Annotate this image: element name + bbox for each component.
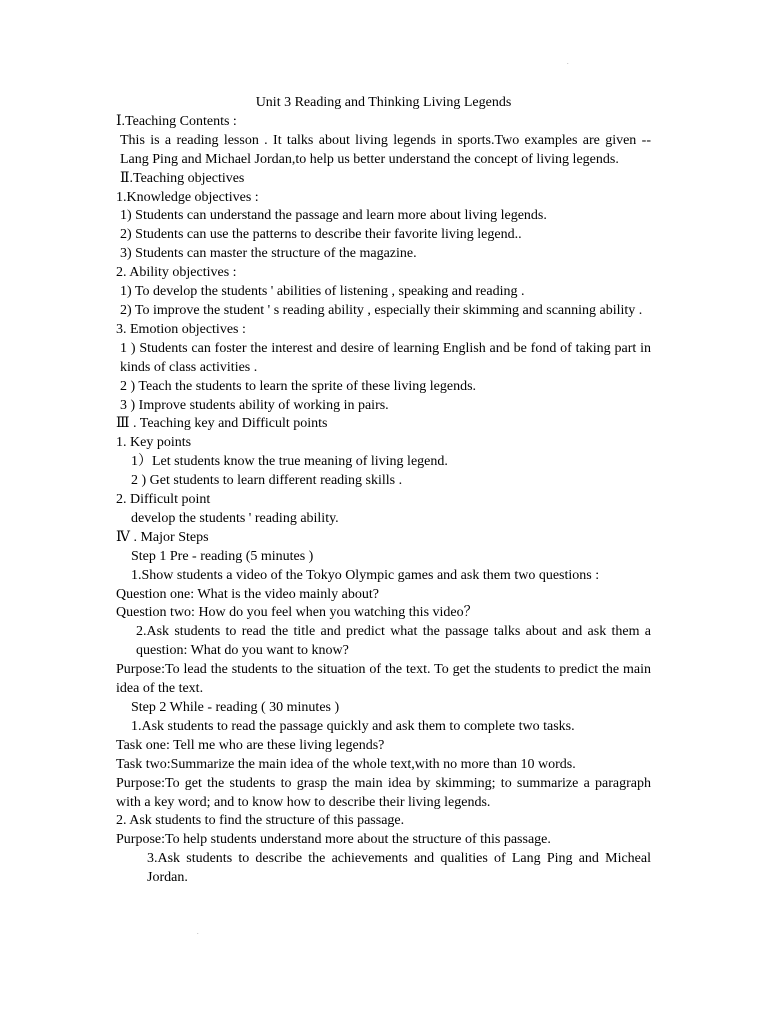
key-point-item: 2 ) Get students to learn different reading skills .: [131, 473, 403, 489]
step2-item-describe: 3.Ask students to describe the achievements and qualities of Lang Ping and Micheal Jordan.: [147, 851, 651, 886]
ability-objective-item: 1) To develop the students ' abilities of listening , speaking and reading .: [120, 284, 525, 300]
step2-heading: Step 2 While - reading ( 30 minutes ): [131, 700, 340, 715]
difficult-point-heading: 2. Difficult point: [116, 492, 211, 508]
ability-objective-item: 2) To improve the student ' s reading ability , especially their skimming and scanning ability .: [120, 302, 643, 318]
emotion-objective-item: 2 ) Teach the students to learn the sprite of these living legends.: [120, 378, 477, 394]
section-heading-key-difficult-points: Ⅲ . Teaching key and Difficult points: [116, 416, 328, 432]
step2-item-structure: 2. Ask students to find the structure of this passage.: [116, 813, 405, 829]
step2-task-one: Task one: Tell me who are these living legends?: [116, 737, 385, 753]
bottom-mark: .: [197, 930, 199, 936]
section-heading-teaching-contents: Ⅰ.Teaching Contents :: [116, 113, 237, 129]
document-page: [116, 94, 651, 888]
step2-purpose-structure: Purpose:To help students understand more about the structure of this passage.: [116, 832, 551, 848]
step2-task-two: Task two:Summarize the main idea of the whole text,with no more than 10 words.: [116, 756, 576, 772]
step1-item-predict: 2.Ask students to read the title and predict what the passage talks about and ask them a question: What do you want to know?: [136, 624, 651, 659]
section-heading-major-steps: Ⅳ . Major Steps: [116, 529, 209, 545]
teaching-contents-text: This is a reading lesson . It talks about living legends in sports.Two examples are given -- Lang Ping and Michael Jordan,to help us better understand the concept of living legends.: [120, 132, 651, 167]
difficult-point-text: develop the students ' reading ability.: [131, 510, 339, 526]
step1-question-one: Question one: What is the video mainly about?: [116, 586, 379, 602]
top-mark: .: [567, 60, 569, 66]
step1-item-video: 1.Show students a video of the Tokyo Olympic games and ask them two questions :: [131, 567, 600, 583]
knowledge-objective-item: 2) Students can use the patterns to describe their favorite living legend..: [120, 227, 522, 243]
emotion-objective-item: 1 ) Students can foster the interest and desire of learning English and be fond of taking part in kinds of class activities .: [120, 340, 651, 375]
step1-question-two: Question two: How do you feel when you watching this video？: [116, 605, 478, 621]
key-point-item: 1）Let students know the true meaning of living legend.: [131, 454, 448, 470]
step2-item-read-quickly: 1.Ask students to read the passage quickly and ask them to complete two tasks.: [131, 718, 575, 734]
ability-objectives-heading: 2. Ability objectives :: [116, 265, 237, 281]
step1-purpose: Purpose:To lead the students to the situation of the text. To get the students to predict the main idea of the text.: [116, 662, 651, 697]
key-points-heading: 1. Key points: [116, 435, 192, 451]
knowledge-objective-item: 3) Students can master the structure of the magazine.: [120, 246, 417, 262]
emotion-objective-item: 3 ) Improve students ability of working in pairs.: [120, 397, 389, 413]
emotion-objectives-heading: 3. Emotion objectives :: [116, 321, 246, 337]
step2-purpose-skimming: Purpose:To get the students to grasp the main idea by skimming; to summarize a paragraph with a key word; and to know how to describe their living legends.: [116, 775, 651, 810]
knowledge-objective-item: 1) Students can understand the passage and learn more about living legends.: [120, 208, 547, 224]
knowledge-objectives-heading: 1.Knowledge objectives :: [116, 189, 259, 205]
document-title: Unit 3 Reading and Thinking Living Legends: [255, 95, 512, 110]
section-heading-teaching-objectives: Ⅱ.Teaching objectives: [120, 170, 245, 186]
step1-heading: Step 1 Pre - reading (5 minutes ): [131, 548, 314, 564]
